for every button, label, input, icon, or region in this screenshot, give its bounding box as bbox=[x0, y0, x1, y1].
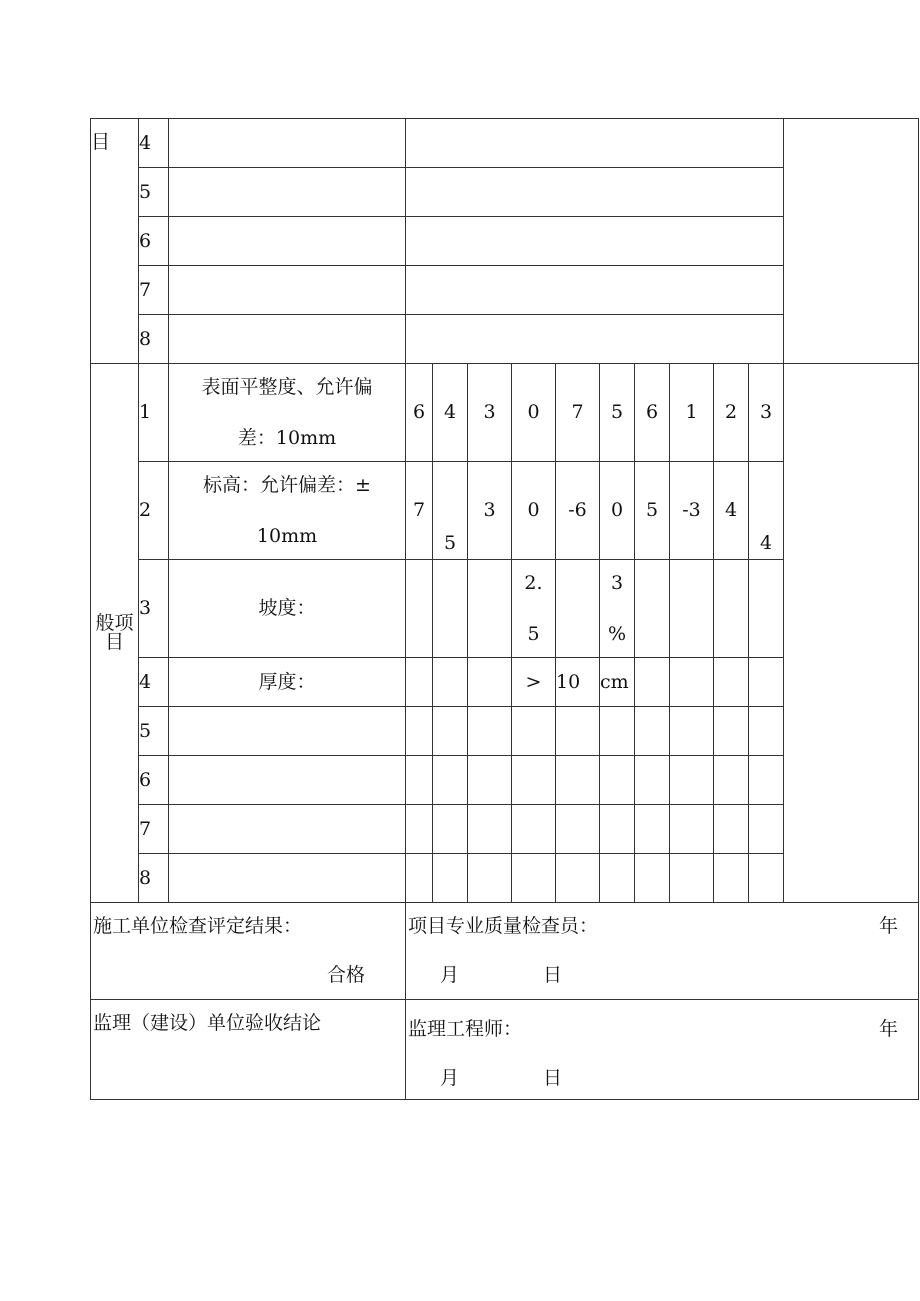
row-description bbox=[169, 854, 406, 903]
construction-result: 合格 bbox=[326, 964, 365, 986]
table-row bbox=[91, 119, 919, 168]
value-line1: 3 bbox=[610, 571, 624, 594]
row-description bbox=[169, 756, 406, 805]
row-number: 8 bbox=[139, 315, 169, 364]
row-description bbox=[169, 266, 406, 315]
row-values bbox=[406, 315, 784, 364]
supervision-unit-cell bbox=[91, 1000, 406, 1100]
measure-cell: 3 bbox=[468, 462, 512, 560]
inspector-cell bbox=[406, 903, 919, 1000]
row-number: 7 bbox=[139, 266, 169, 315]
measure-cell: 4 bbox=[433, 364, 468, 462]
measure-cell: 3 bbox=[468, 364, 512, 462]
measure-cell bbox=[556, 560, 600, 658]
row-number: 6 bbox=[139, 756, 169, 805]
row-number: 3 bbox=[139, 560, 169, 658]
measure-cell: 0 bbox=[512, 462, 556, 560]
measure-cell: 5 bbox=[600, 364, 635, 462]
measure-cell: 5 bbox=[635, 462, 670, 560]
table-row bbox=[91, 364, 919, 462]
description-line1: 表面平整度、允许偏 bbox=[201, 375, 373, 398]
row-description bbox=[169, 805, 406, 854]
measure-cell: 2 bbox=[714, 364, 749, 462]
measure-cell: 6 bbox=[635, 364, 670, 462]
measure-cell bbox=[749, 658, 784, 707]
measure-cell bbox=[433, 560, 468, 658]
measure-cell: 3 bbox=[749, 364, 784, 462]
general-items-section-label bbox=[91, 364, 139, 903]
row-number: 8 bbox=[139, 854, 169, 903]
row-number: 1 bbox=[139, 364, 169, 462]
row-number: 2 bbox=[139, 462, 169, 560]
measure-cell bbox=[670, 658, 714, 707]
month-label: 月 bbox=[440, 964, 460, 986]
construction-signoff-row bbox=[91, 903, 919, 1000]
measure-cell bbox=[635, 560, 670, 658]
general-items-remark bbox=[784, 364, 919, 903]
section-label-line1: 般项 bbox=[95, 612, 134, 634]
measure-cell: 4 bbox=[749, 462, 784, 560]
row-description bbox=[169, 217, 406, 266]
row-number: 4 bbox=[139, 119, 169, 168]
measure-cell: 0 bbox=[512, 364, 556, 462]
supervision-signoff-row bbox=[91, 1000, 919, 1100]
row-values bbox=[406, 168, 784, 217]
inspection-table bbox=[90, 118, 919, 1100]
measure-cell bbox=[670, 560, 714, 658]
measure-cell: > bbox=[512, 658, 556, 707]
measure-cell bbox=[468, 658, 512, 707]
measure-cell bbox=[714, 560, 749, 658]
day-label: 日 bbox=[543, 964, 563, 986]
row-description bbox=[169, 315, 406, 364]
measure-cell: 6 bbox=[406, 364, 433, 462]
measure-cell: -6 bbox=[556, 462, 600, 560]
year-label: 年 bbox=[879, 915, 899, 937]
measure-cell: cm bbox=[600, 658, 635, 707]
month-label: 月 bbox=[440, 1067, 460, 1089]
inspector-label: 项目专业质量检查员： bbox=[408, 915, 599, 937]
measure-cell bbox=[749, 560, 784, 658]
row-description bbox=[169, 119, 406, 168]
measure-cell bbox=[714, 658, 749, 707]
main-items-remark bbox=[784, 119, 919, 364]
row-description: 厚度： bbox=[169, 658, 406, 707]
description-line2: 10mm bbox=[256, 524, 318, 547]
row-description bbox=[169, 364, 406, 462]
measure-cell: 10 bbox=[556, 658, 600, 707]
measure-cell: 4 bbox=[714, 462, 749, 560]
row-number: 5 bbox=[139, 707, 169, 756]
row-description: 坡度： bbox=[169, 560, 406, 658]
measure-cell bbox=[512, 560, 556, 658]
measure-cell: 1 bbox=[670, 364, 714, 462]
measure-cell: 7 bbox=[556, 364, 600, 462]
value-line1: 2. bbox=[524, 571, 543, 594]
row-number: 7 bbox=[139, 805, 169, 854]
row-values bbox=[406, 266, 784, 315]
section-label-line2: 目 bbox=[104, 631, 124, 653]
description-line2: 差：10mm bbox=[237, 426, 337, 449]
row-number: 6 bbox=[139, 217, 169, 266]
construction-unit-label: 施工单位检查评定结果： bbox=[93, 915, 303, 937]
measure-cell: -3 bbox=[670, 462, 714, 560]
measure-cell bbox=[635, 658, 670, 707]
measure-cell bbox=[406, 560, 433, 658]
measure-cell: 0 bbox=[600, 462, 635, 560]
measure-cell: 7 bbox=[406, 462, 433, 560]
row-description bbox=[169, 168, 406, 217]
main-items-section-label: 目 bbox=[91, 119, 139, 364]
description-line1: 标高：允许偏差：± bbox=[203, 473, 371, 496]
row-description bbox=[169, 462, 406, 560]
engineer-label: 监理工程师： bbox=[408, 1018, 523, 1040]
supervision-unit-label: 监理（建设）单位验收结论 bbox=[93, 1012, 322, 1034]
measure-cell bbox=[433, 658, 468, 707]
value-line2: % bbox=[607, 622, 627, 645]
measure-cell bbox=[406, 658, 433, 707]
row-values bbox=[406, 119, 784, 168]
value-line2: 5 bbox=[527, 622, 540, 645]
row-values bbox=[406, 217, 784, 266]
year-label: 年 bbox=[879, 1018, 899, 1040]
row-number: 5 bbox=[139, 168, 169, 217]
construction-unit-cell bbox=[91, 903, 406, 1000]
inspection-form bbox=[90, 118, 918, 1100]
row-number: 4 bbox=[139, 658, 169, 707]
day-label: 日 bbox=[543, 1067, 563, 1089]
row-description bbox=[169, 707, 406, 756]
engineer-cell bbox=[406, 1000, 919, 1100]
measure-cell: 5 bbox=[433, 462, 468, 560]
measure-cell bbox=[600, 560, 635, 658]
measure-cell bbox=[468, 560, 512, 658]
